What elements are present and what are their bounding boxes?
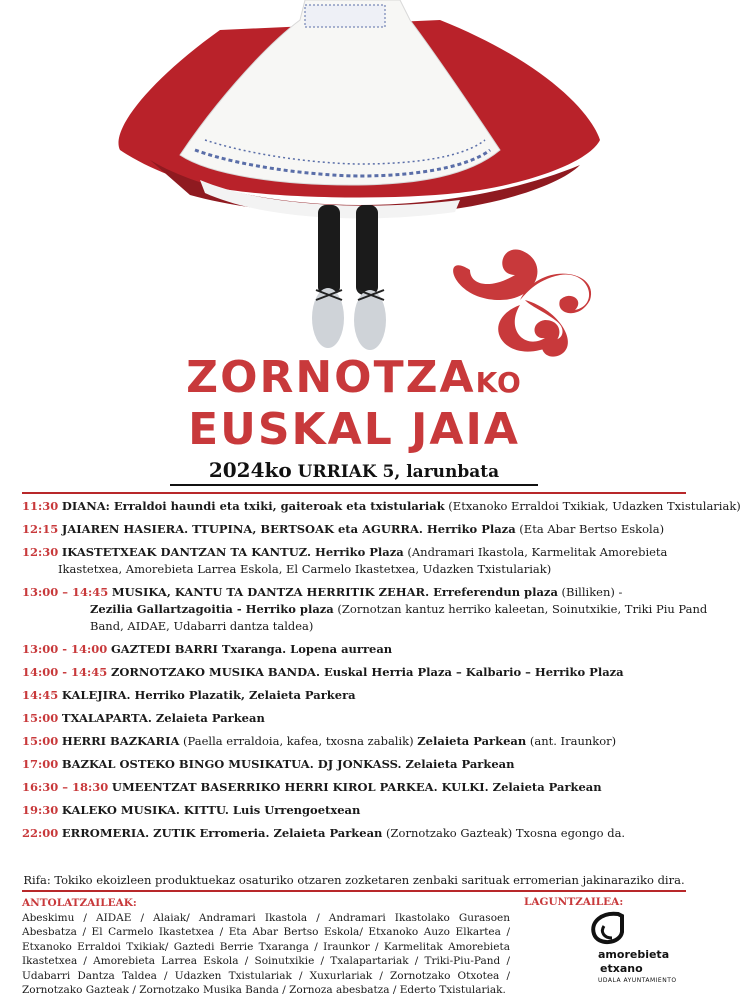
amorebieta-logo-icon xyxy=(582,912,642,948)
top-rule xyxy=(22,492,686,494)
schedule-item: 15:00 TXALAPARTA. Zelaieta Parkean xyxy=(22,711,265,725)
schedule-item: 13:00 – 14:45 MUSIKA, KANTU TA DANTZA HERRITIK ZEHAR. Erreferendun plaza (Billiken) - xyxy=(22,585,623,599)
schedule-item: 12:15 JAIAREN HASIERA. TTUPINA, BERTSOAK eta AGURRA. Herriko Plaza (Eta Abar Bertso Eskola) xyxy=(22,522,665,536)
schedule-item: 17:00 BAZKAL OSTEKO BINGO MUSIKATUA. DJ JONKASS. Zelaieta Parkean xyxy=(22,757,515,771)
schedule xyxy=(22,498,741,848)
date-year: 2024ko xyxy=(208,458,292,482)
schedule-item: 15:00 HERRI BAZKARIA (Paella erraldoia, kafea, txosna zabalik) Zelaieta Parkean (ant. Iraunkor) xyxy=(22,734,617,748)
organizers-list: Abeskimu / AIDAE / Alaiak/ Andramari Ikastola / Andramari Ikastolako Gurasoen Abesbatza / El Carmelo Ikastetxea / Eta Abar Bertso Eskola/ Etxanoko Auzo Elkartea / Etxanoko Erraldoi Txikiak/ Gaztedi Berrie Txaranga / Iraunkor / Karmelitak Amorebieta Ikastetxea / Amorebieta Larrea Eskola / Soinutxikie / Txalapartariak / Triki-Piu-Pand / Udabarri Dantza Taldea / Udazken Txistulariak / Xuxurlariak / Zornotzako Otxotea / Zornotzako Gazteak / Zornotzako Musika Banda / Zornoza abesbatza / Ederto Txistulariak. xyxy=(22,911,510,996)
title-suffix: KO xyxy=(475,366,522,399)
logo-text-1: amorebieta xyxy=(598,948,670,961)
swirl-ornament xyxy=(453,249,591,356)
sponsor-heading: LAGUNTZAILEA: xyxy=(524,896,624,908)
logo-text-3: UDALA AYUNTAMIENTO xyxy=(598,977,677,984)
schedule-item: 14:00 - 14:45 ZORNOTZAKO MUSIKA BANDA. Euskal Herria Plaza – Kalbario – Herriko Plaza xyxy=(22,665,624,679)
schedule-item-continued: Band, AIDAE, Udabarri dantza taldea) xyxy=(90,619,314,633)
organizers xyxy=(22,896,510,998)
schedule-item: 13:00 - 14:00 GAZTEDI BARRI Txaranga. Lopena aurrean xyxy=(22,642,393,656)
title-line-1: ZORNOTZAKO xyxy=(186,352,522,403)
schedule-item: 12:30 IKASTETXEAK DANTZAN TA KANTUZ. Herriko Plaza (Andramari Ikastola, Karmelitak Amorebieta xyxy=(22,545,668,559)
dancer-illustration xyxy=(0,0,708,360)
schedule-item: 11:30 DIANA: Erraldoi haundi eta txiki, gaiteroak eta txistulariak (Etxanoko Erraldoi Txikiak, Udazken Txistulariak) xyxy=(22,499,741,513)
schedule-item: 14:45 KALEJIRA. Herriko Plazatik, Zelaieta Parkera xyxy=(22,688,356,702)
schedule-item: 22:00 ERROMERIA. ZUTIK Erromeria. Zelaieta Parkean (Zornotzako Gazteak) Txosna egongo da. xyxy=(22,826,626,840)
logo-text-2: etxano xyxy=(600,962,643,975)
sponsor xyxy=(524,896,694,908)
date-rest: URRIAK 5, larunbata xyxy=(297,462,500,482)
organizers-heading: ANTOLATZAILEAK: xyxy=(22,897,137,909)
schedule-item-continued: Zezilia Gallartzagoitia - Herriko plaza (Zornotzan kantuz herriko kaleetan, Soinutxikie, Triki Piu Pand xyxy=(90,602,708,616)
schedule-item: 16:30 – 18:30 UMEENTZAT BASERRIKO HERRI KIROL PARKEA. KULKI. Zelaieta Parkean xyxy=(22,780,602,794)
bottom-rule xyxy=(22,890,686,892)
rifa-note: Rifa: Tokiko ekoizleen produktuekaz osaturiko otzaren zozketaren zenbaki sarituak erromerian jakinaraziko dira. xyxy=(23,873,685,887)
title-line-2: EUSKAL JAIA xyxy=(188,404,520,455)
date-line xyxy=(170,458,538,486)
schedule-item: 19:30 KALEKO MUSIKA. KITTU. Luis Urrengoetxean xyxy=(22,803,361,817)
schedule-item-continued: Ikastetxea, Amorebieta Larrea Eskola, El Carmelo Ikastetxea, Udazken Txistulariak) xyxy=(58,562,552,576)
